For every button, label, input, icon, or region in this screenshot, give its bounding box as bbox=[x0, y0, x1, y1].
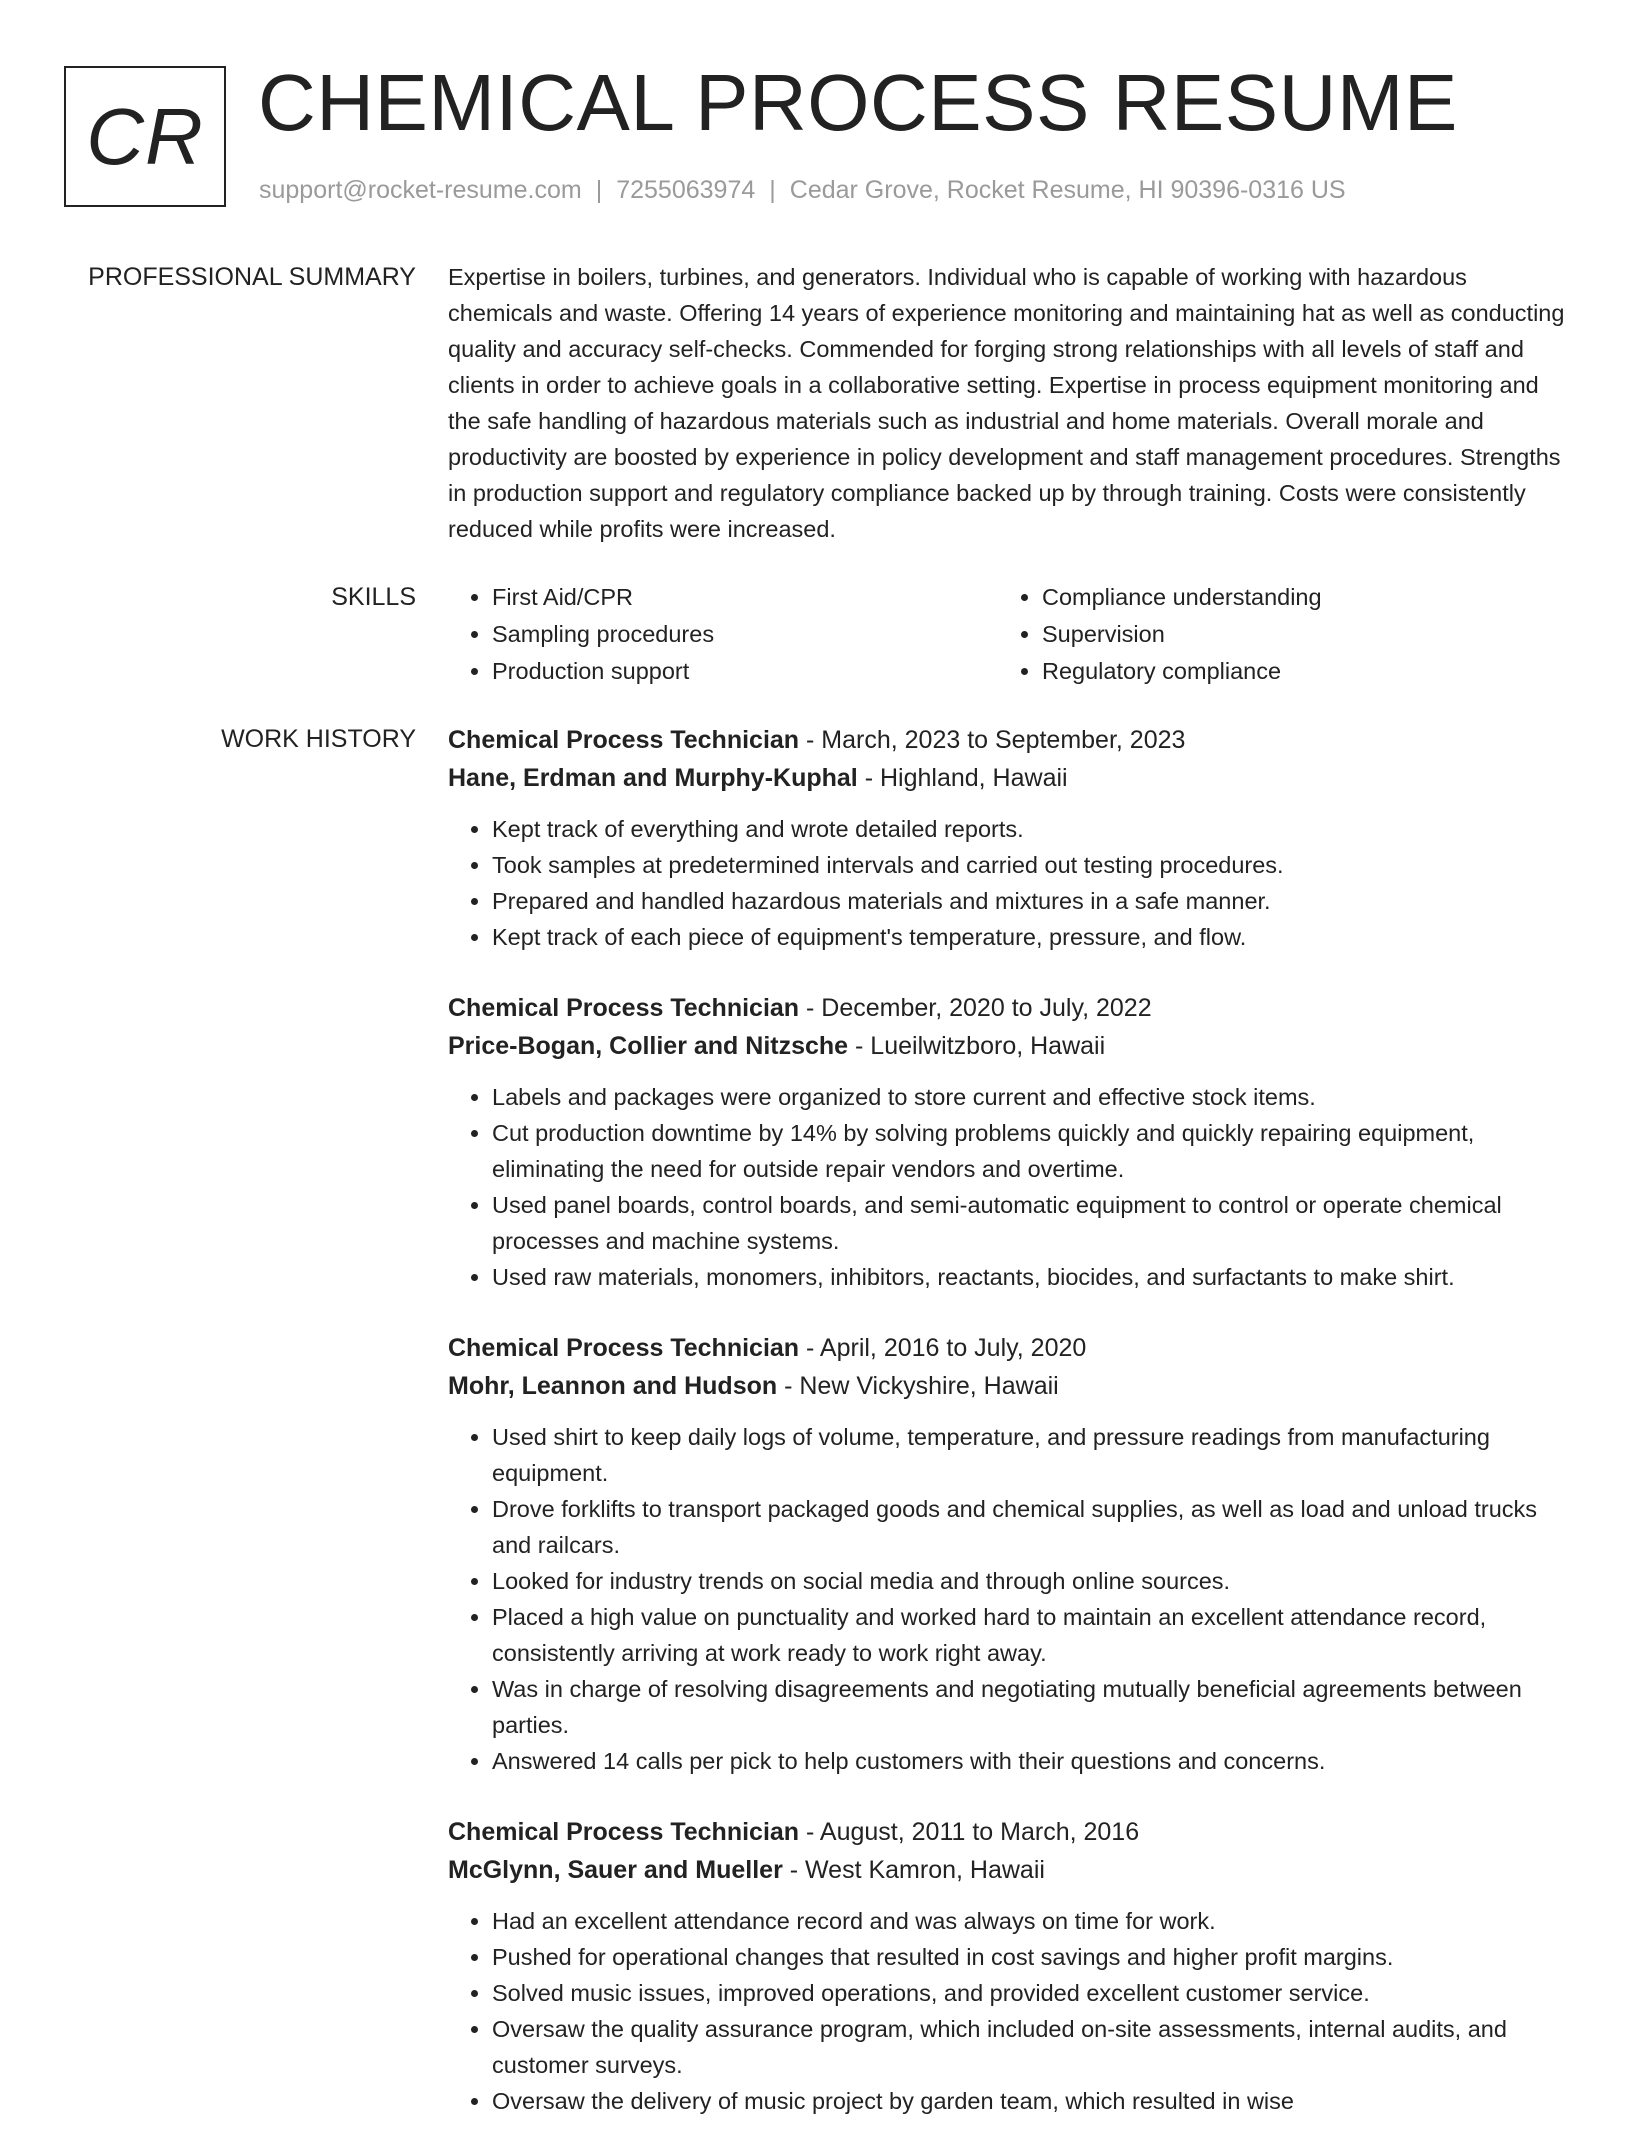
job-location: - Highland, Hawaii bbox=[857, 764, 1068, 792]
job-company-line bbox=[448, 1851, 1568, 1889]
job-entry bbox=[448, 721, 1568, 955]
job-title: Chemical Process Technician bbox=[448, 1818, 800, 1846]
contact-phone[interactable]: 7255063974 bbox=[616, 176, 756, 204]
contact-separator: | bbox=[595, 176, 603, 204]
job-dates: - March, 2023 to September, 2023 bbox=[799, 726, 1186, 754]
skill-item: • Regulatory compliance bbox=[1042, 653, 1548, 690]
job-bullets bbox=[448, 1903, 1568, 2119]
job-entry bbox=[448, 989, 1568, 1295]
job-bullet: • Labels and packages were organized to store current and effective stock items. bbox=[492, 1079, 1568, 1115]
job-bullet: • Had an excellent attendance record and was always on time for work. bbox=[492, 1903, 1568, 1939]
job-company-line bbox=[448, 759, 1568, 797]
job-bullet: • Kept track of each piece of equipment's temperature, pressure, and flow. bbox=[492, 919, 1568, 955]
job-title-line bbox=[448, 1813, 1568, 1851]
skills-heading: SKILLS bbox=[331, 583, 416, 611]
skill-item: • Production support bbox=[492, 653, 998, 690]
monogram-logo: CR bbox=[64, 66, 226, 207]
job-bullet: • Was in charge of resolving disagreements and negotiating mutually beneficial agreements between parties. bbox=[492, 1671, 1568, 1743]
job-bullet: • Kept track of everything and wrote detailed reports. bbox=[492, 811, 1568, 847]
skills-column-right bbox=[998, 579, 1548, 690]
job-bullet: • Pushed for operational changes that resulted in cost savings and higher profit margins. bbox=[492, 1939, 1568, 1975]
job-bullet: • Oversaw the delivery of music project by garden team, which resulted in wise bbox=[492, 2083, 1568, 2119]
skill-item: • First Aid/CPR bbox=[492, 579, 998, 616]
skill-item: • Sampling procedures bbox=[492, 616, 998, 653]
skill-item: • Compliance understanding bbox=[1042, 579, 1548, 616]
contact-separator: | bbox=[769, 176, 776, 204]
job-title: Chemical Process Technician bbox=[448, 726, 800, 754]
contact-line bbox=[259, 172, 1346, 208]
skills-list bbox=[448, 579, 1568, 690]
job-bullet: • Cut production downtime by 14% by solving problems quickly and quickly repairing equipment, eliminating the need for outside repair vendors and overtime. bbox=[492, 1115, 1568, 1187]
job-bullet: • Answered 14 calls per pick to help customers with their questions and concerns. bbox=[492, 1743, 1568, 1779]
job-company: Price-Bogan, Collier and Nitzsche bbox=[448, 1032, 849, 1060]
summary-body bbox=[448, 259, 1568, 547]
job-bullet: • Oversaw the quality assurance program, which included on-site assessments, internal audits, and customer surveys. bbox=[492, 2011, 1568, 2083]
contact-email[interactable]: support@rocket-resume.com bbox=[259, 176, 582, 204]
job-title-line bbox=[448, 1329, 1568, 1367]
job-company-line bbox=[448, 1027, 1568, 1065]
skill-item: • Supervision bbox=[1042, 616, 1548, 653]
job-title-line bbox=[448, 721, 1568, 759]
skills-column-left bbox=[448, 579, 998, 690]
work-history-heading: WORK HISTORY bbox=[221, 725, 416, 753]
job-company-line bbox=[448, 1367, 1568, 1405]
resume-title: CHEMICAL PROCESS RESUME bbox=[258, 58, 1458, 147]
job-dates: - December, 2020 to July, 2022 bbox=[799, 994, 1152, 1022]
work-history-body bbox=[448, 721, 1568, 2153]
job-entry bbox=[448, 1813, 1568, 2119]
job-bullet: • Placed a high value on punctuality and worked hard to maintain an excellent attendance record, consistently arriving at work ready to work right away. bbox=[492, 1599, 1568, 1671]
job-bullets bbox=[448, 1419, 1568, 1779]
job-bullet: • Drove forklifts to transport packaged goods and chemical supplies, as well as load and unload trucks and railcars. bbox=[492, 1491, 1568, 1563]
contact-address: Cedar Grove, Rocket Resume, HI 90396-0316 US bbox=[789, 176, 1346, 204]
job-bullet: • Used raw materials, monomers, inhibitors, reactants, biocides, and surfactants to make shirt. bbox=[492, 1259, 1568, 1295]
job-bullet: • Used shirt to keep daily logs of volume, temperature, and pressure readings from manufacturing equipment. bbox=[492, 1419, 1568, 1491]
job-location: - Lueilwitzboro, Hawaii bbox=[848, 1032, 1106, 1060]
job-bullet: • Prepared and handled hazardous materials and mixtures in a safe manner. bbox=[492, 883, 1568, 919]
job-company: Hane, Erdman and Murphy-Kuphal bbox=[448, 764, 858, 792]
job-location: - West Kamron, Hawaii bbox=[782, 1856, 1045, 1884]
summary-heading: PROFESSIONAL SUMMARY bbox=[88, 263, 416, 291]
job-company: McGlynn, Sauer and Mueller bbox=[448, 1856, 783, 1884]
job-entry bbox=[448, 1329, 1568, 1779]
job-company: Mohr, Leannon and Hudson bbox=[448, 1372, 778, 1400]
job-bullet: • Took samples at predetermined intervals and carried out testing procedures. bbox=[492, 847, 1568, 883]
job-title-line bbox=[448, 989, 1568, 1027]
job-title: Chemical Process Technician bbox=[448, 1334, 800, 1362]
job-bullets bbox=[448, 1079, 1568, 1295]
job-dates: - April, 2016 to July, 2020 bbox=[799, 1334, 1087, 1362]
job-bullet: • Looked for industry trends on social media and through online sources. bbox=[492, 1563, 1568, 1599]
job-bullet: • Used panel boards, control boards, and semi-automatic equipment to control or operate chemical processes and machine systems. bbox=[492, 1187, 1568, 1259]
job-title: Chemical Process Technician bbox=[448, 994, 800, 1022]
summary-text: Expertise in boilers, turbines, and generators. Individual who is capable of working with hazardous chemicals and waste. Offering 14 years of experience monitoring and maintaining hat as well as conducting quality and accuracy self-checks. Commended for forging strong relationships with all levels of staff and clients in order to achieve goals in a collaborative setting. Expertise in process equipment monitoring and the safe handling of hazardous materials such as industrial and home materials. Overall morale and productivity are boosted by experience in policy development and staff management procedures. Strengths in production support and regulatory compliance backed up by through training. Costs were consistently reduced while profits were increased. bbox=[448, 264, 1565, 542]
job-dates: - August, 2011 to March, 2016 bbox=[799, 1818, 1140, 1846]
job-bullet: • Solved music issues, improved operations, and provided excellent customer service. bbox=[492, 1975, 1568, 2011]
job-bullets bbox=[448, 811, 1568, 955]
job-location: - New Vickyshire, Hawaii bbox=[777, 1372, 1059, 1400]
